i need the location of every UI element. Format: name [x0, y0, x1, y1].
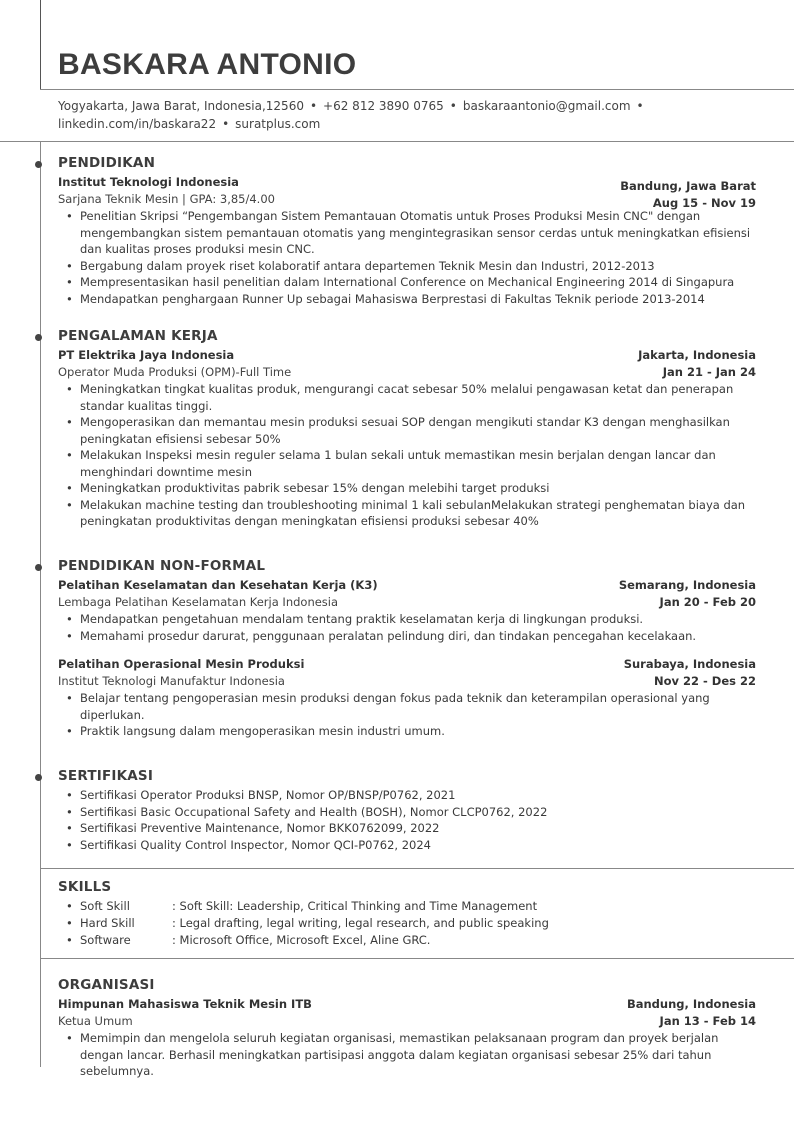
entry-meta	[627, 996, 756, 1030]
institution-name: Institut Teknologi Indonesia	[58, 175, 239, 189]
skill-row	[58, 915, 756, 932]
entry-dates: Jan 21 - Jan 24	[662, 365, 756, 379]
experience-section	[58, 327, 756, 530]
skills-divider-bottom	[40, 958, 794, 959]
list-item: • Memahami prosedur darurat, penggunaan peralatan pelindung diri, dan tindakan pencegahan kecelakaan.	[80, 628, 756, 645]
list-item: • Mendapatkan penghargaan Runner Up sebagai Mahasiswa Berprestasi di Fakultas Teknik periode 2013-2014	[80, 291, 756, 308]
entry-dates: Jan 13 - Feb 14	[659, 1014, 756, 1028]
skill-row	[58, 898, 756, 915]
list-item: • Memimpin dan mengelola seluruh kegiatan organisasi, memastikan pelaksanaan program dan proyek berjalan dengan lancar. Berhasil meningkatkan partisipasi anggota dalam kegiatan organisasi sebesar 25% dari tahun sebelumnya.	[80, 1030, 756, 1080]
job-role: Operator Muda Produksi (OPM)-Full Time	[58, 365, 292, 379]
training-entry	[58, 577, 756, 644]
training-entry	[58, 656, 756, 740]
section-title: ORGANISASI	[58, 977, 155, 993]
entry-location: Surabaya, Indonesia	[623, 657, 756, 671]
header-divider-bottom	[0, 141, 794, 142]
list-item: • Mempresentasikan hasil penelitian dalam International Conference on Mechanical Engineering 2014 di Singapura	[80, 274, 756, 291]
list-item: • Sertifikasi Operator Produksi BNSP, Nomor OP/BNSP/P0762, 2021	[80, 787, 756, 804]
entry-meta	[624, 656, 756, 690]
entry-meta	[619, 577, 756, 611]
nonformal-section	[58, 557, 756, 740]
header-divider-top	[40, 89, 794, 90]
section-title: SERTIFIKASI	[58, 768, 154, 784]
header-accent-line	[40, 0, 41, 90]
list-item: • Sertifikasi Preventive Maintenance, Nomor BKK0762099, 2022	[80, 820, 756, 837]
entry-location: Bandung, Indonesia	[626, 997, 756, 1011]
skill-value: : Soft Skill: Leadership, Critical Thinking and Time Management	[172, 899, 538, 913]
website-link[interactable]: suratplus.com	[235, 117, 321, 131]
entry-location: Semarang, Indonesia	[618, 578, 756, 592]
organization-role: Ketua Umum	[58, 1014, 133, 1028]
list-item: • Mengoperasikan dan memantau mesin produksi sesuai SOP dengan mengikuti standar K3 dengan menghasilkan peningkatan efisiensi sebesar 50%	[80, 414, 756, 447]
training-title: Pelatihan Keselamatan dan Kesehatan Kerja (K3)	[58, 578, 378, 592]
company-name: PT Elektrika Jaya Indonesia	[58, 348, 235, 362]
skill-value: : Legal drafting, legal writing, legal research, and public speaking	[172, 916, 549, 930]
list-item: • Sertifikasi Quality Control Inspector, Nomor QCI-P0762, 2024	[80, 837, 756, 854]
section-title: SKILLS	[58, 879, 112, 895]
training-org: Lembaga Pelatihan Keselamatan Kerja Indonesia	[58, 595, 339, 609]
list-item: • Melakukan Inspeksi mesin reguler selama 1 bulan sekali untuk memastikan mesin berjalan dengan lancar dan menghindari downtime mesin	[80, 447, 756, 480]
skill-label: • Hard Skill	[58, 915, 172, 932]
contact-info	[58, 97, 758, 133]
phone: +62 812 3890 0765	[323, 99, 444, 113]
contact-separator: •	[449, 99, 457, 113]
education-bullets	[58, 208, 756, 307]
contact-separator: •	[636, 99, 644, 113]
education-section	[58, 154, 756, 307]
organization-entry	[58, 996, 756, 1080]
certification-section	[58, 767, 756, 853]
organization-name: Himpunan Mahasiswa Teknik Mesin ITB	[58, 997, 312, 1011]
linkedin-link[interactable]: linkedin.com/in/baskara22	[58, 117, 217, 131]
timeline-dot	[35, 774, 42, 781]
experience-entry	[58, 347, 756, 530]
list-item: • Belajar tentang pengoperasian mesin produksi dengan fokus pada teknik dan keterampilan operasional yang diperlukan.	[80, 690, 756, 723]
list-item: • Melakukan machine testing dan troubleshooting minimal 1 kali sebulanMelakukan strategi penghematan biaya dan peningkatan produktivitas dengan meningkatan efisiensi produksi sebesar 40%	[80, 497, 756, 530]
education-entry	[58, 174, 756, 307]
timeline-dot	[35, 161, 42, 168]
list-item: • Bergabung dalam proyek riset kolaboratif antara departemen Teknik Mesin dan Industri, 2012-2013	[80, 258, 756, 275]
entry-dates: Aug 15 - Nov 19	[652, 196, 756, 210]
timeline-dot	[35, 334, 42, 341]
degree-info: Sarjana Teknik Mesin | GPA: 3,85/4.00	[58, 192, 275, 206]
organization-bullets	[58, 1030, 756, 1080]
experience-bullets	[58, 381, 756, 530]
entry-dates: Jan 20 - Feb 20	[659, 595, 756, 609]
candidate-name: BASKARA ANTONIO	[58, 48, 357, 81]
entry-meta	[620, 178, 756, 212]
list-item: • Meningkatkan tingkat kualitas produk, mengurangi cacat sebesar 50% melalui pengawasan ketat dan penerapan standar kualitas tinggi.	[80, 381, 756, 414]
organization-section	[58, 976, 756, 1080]
entry-meta	[638, 347, 756, 381]
skills-divider-top	[40, 868, 794, 869]
list-item: • Meningkatkan produktivitas pabrik sebesar 15% dengan melebihi target produksi	[80, 480, 756, 497]
entry-location: Bandung, Jawa Barat	[620, 179, 756, 193]
skill-label: • Soft Skill	[58, 898, 172, 915]
list-item: • Penelitian Skripsi “Pengembangan Sistem Pemantauan Otomatis untuk Proses Produksi Mesin CNC" dengan mengembangkan sistem pemantauan otomatis yang mengintegrasikan sensor cerdas untuk meningkatkan efisiensi dan kualitas proses produksi mesin CNC.	[80, 208, 756, 258]
skill-label: • Software	[58, 932, 172, 949]
contact-separator: •	[222, 117, 230, 131]
address: Yogyakarta, Jawa Barat, Indonesia,12560	[58, 99, 304, 113]
section-title: PENDIDIKAN	[58, 155, 156, 171]
skill-row	[58, 932, 756, 949]
entry-location: Jakarta, Indonesia	[638, 348, 756, 362]
list-item: • Sertifikasi Basic Occupational Safety and Health (BOSH), Nomor CLCP0762, 2022	[80, 804, 756, 821]
skill-value: : Microsoft Office, Microsoft Excel, Aline GRC.	[172, 933, 431, 947]
training-bullets	[58, 690, 756, 740]
section-title: PENDIDIKAN NON-FORMAL	[58, 558, 266, 574]
contact-separator: •	[309, 99, 318, 113]
certification-list	[58, 787, 756, 853]
training-org: Institut Teknologi Manufaktur Indonesia	[58, 674, 285, 688]
training-title: Pelatihan Operasional Mesin Produksi	[58, 657, 305, 671]
timeline-dot	[35, 564, 42, 571]
section-title: PENGALAMAN KERJA	[58, 328, 218, 344]
training-bullets	[58, 611, 756, 644]
email-link[interactable]: baskaraantonio@gmail.com	[462, 99, 631, 113]
skills-section	[58, 878, 756, 949]
timeline-line	[40, 142, 41, 1067]
entry-dates: Nov 22 - Des 22	[653, 674, 756, 688]
list-item: • Mendapatkan pengetahuan mendalam tentang praktik keselamatan kerja di lingkungan produksi.	[80, 611, 756, 628]
list-item: • Praktik langsung dalam mengoperasikan mesin industri umum.	[80, 723, 756, 740]
